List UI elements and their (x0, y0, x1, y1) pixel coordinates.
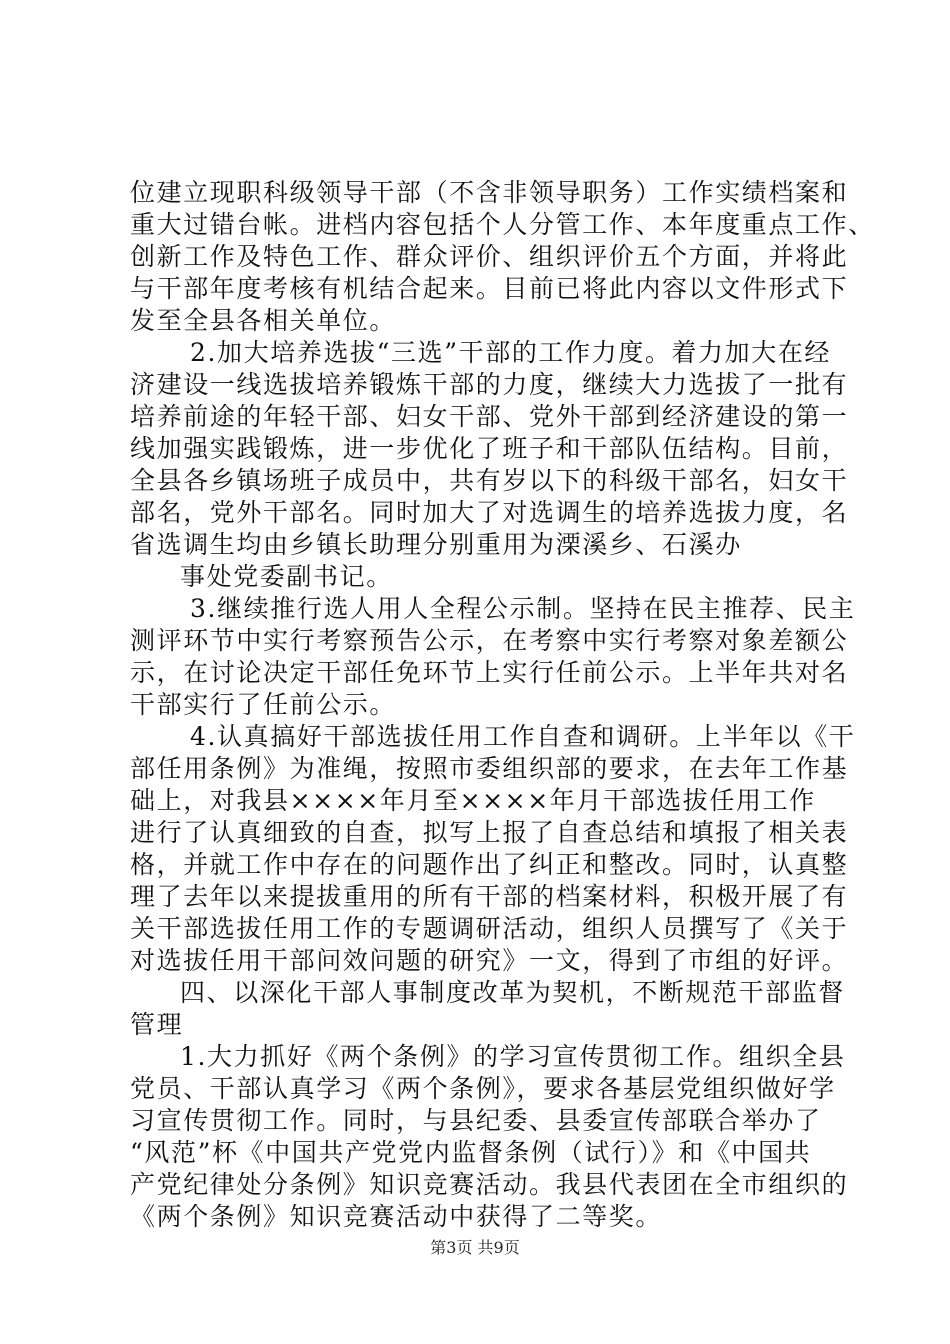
body-text-line: 进行了认真细致的自查，拟写上报了自查总结和填报了相关表 (130, 818, 849, 847)
body-text-line: 干部实行了任前公示。 (130, 690, 397, 719)
section-item-heading: 1.大力抓好《两个条例》的学习宣传贯彻工作。组织全县 (180, 1042, 846, 1071)
body-text-line: 培养前途的年轻干部、妇女干部、党外干部到经济建设的第一 (130, 402, 849, 431)
body-text-line: 对选拔任用干部问效问题的研究》一文，得到了市组的好评。 (130, 946, 849, 975)
body-text-line: 济建设一线选拔培养锻炼干部的力度，继续大力选拔了一批有 (130, 370, 849, 399)
body-text-line: 创新工作及特色工作、群众评价、组织评价五个方面，并将此 (130, 242, 849, 271)
body-text-line: 线加强实践锻炼，进一步优化了班子和干部队伍结构。目前， (130, 434, 849, 463)
page-number-footer: 第3页 共9页 (430, 1238, 520, 1257)
section-heading: 四、以深化干部人事制度改革为契机，不断规范干部监督 (180, 978, 846, 1007)
body-text-line: 发至全县各相关单位。 (130, 306, 397, 335)
body-text-line: 重大过错台帐。进档内容包括个人分管工作、本年度重点工作、 (130, 210, 875, 239)
body-text-line: 事处党委副书记。 (180, 562, 393, 591)
body-text-line: 产党纪律处分条例》知识竞赛活动。我县代表团在全市组织的 (130, 1170, 849, 1199)
body-text-line: 位建立现职科级领导干部（不含非领导职务）工作实绩档案和 (130, 178, 849, 207)
body-text-line: 习宣传贯彻工作。同时，与县纪委、县委宣传部联合举办了 (130, 1106, 822, 1135)
section-item-heading: 2.加大培养选拔“三选”干部的工作力度。着力加大在经 (190, 338, 832, 367)
section-heading-continuation: 管理 (130, 1010, 184, 1039)
body-text-line: 测评环节中实行考察预告公示，在考察中实行考察对象差额公 (130, 626, 849, 655)
body-text-line: 关干部选拔任用工作的专题调研活动，组织人员撰写了《关于 (130, 914, 849, 943)
body-text-line: 理了去年以来提拔重用的所有干部的档案材料，积极开展了有 (130, 882, 849, 911)
section-item-heading: 3.继续推行选人用人全程公示制。坚持在民主推荐、民主 (190, 594, 856, 623)
body-text-line: 部名，党外干部名。同时加大了对选调生的培养选拔力度，名 (130, 498, 849, 527)
body-text-line: 省选调生均由乡镇长助理分别重用为溧溪乡、石溪办 (130, 530, 742, 559)
body-text-line: 格，并就工作中存在的问题作出了纠正和整改。同时，认真整 (130, 850, 849, 879)
body-text-line: 党员、干部认真学习《两个条例》，要求各基层党组织做好学 (130, 1074, 836, 1103)
body-text-line: “风范”杯《中国共产党党内监督条例（试行）》和《中国共 (130, 1138, 812, 1167)
section-item-heading: 4.认真搞好干部选拔任用工作自查和调研。上半年以《干 (190, 722, 856, 751)
body-text-line: 部任用条例》为准绳，按照市委组织部的要求，在去年工作基 (130, 754, 849, 783)
body-text-line: 础上，对我县××××年月至××××年月干部选拔任用工作 (130, 786, 816, 815)
body-text-line: 示，在讨论决定干部任免环节上实行任前公示。上半年共对名 (130, 658, 849, 687)
body-text-line: 全县各乡镇场班子成员中，共有岁以下的科级干部名，妇女干 (130, 466, 849, 495)
body-text-line: 《两个条例》知识竞赛活动中获得了二等奖。 (130, 1202, 663, 1231)
body-text-line: 与干部年度考核有机结合起来。目前已将此内容以文件形式下 (130, 274, 849, 303)
